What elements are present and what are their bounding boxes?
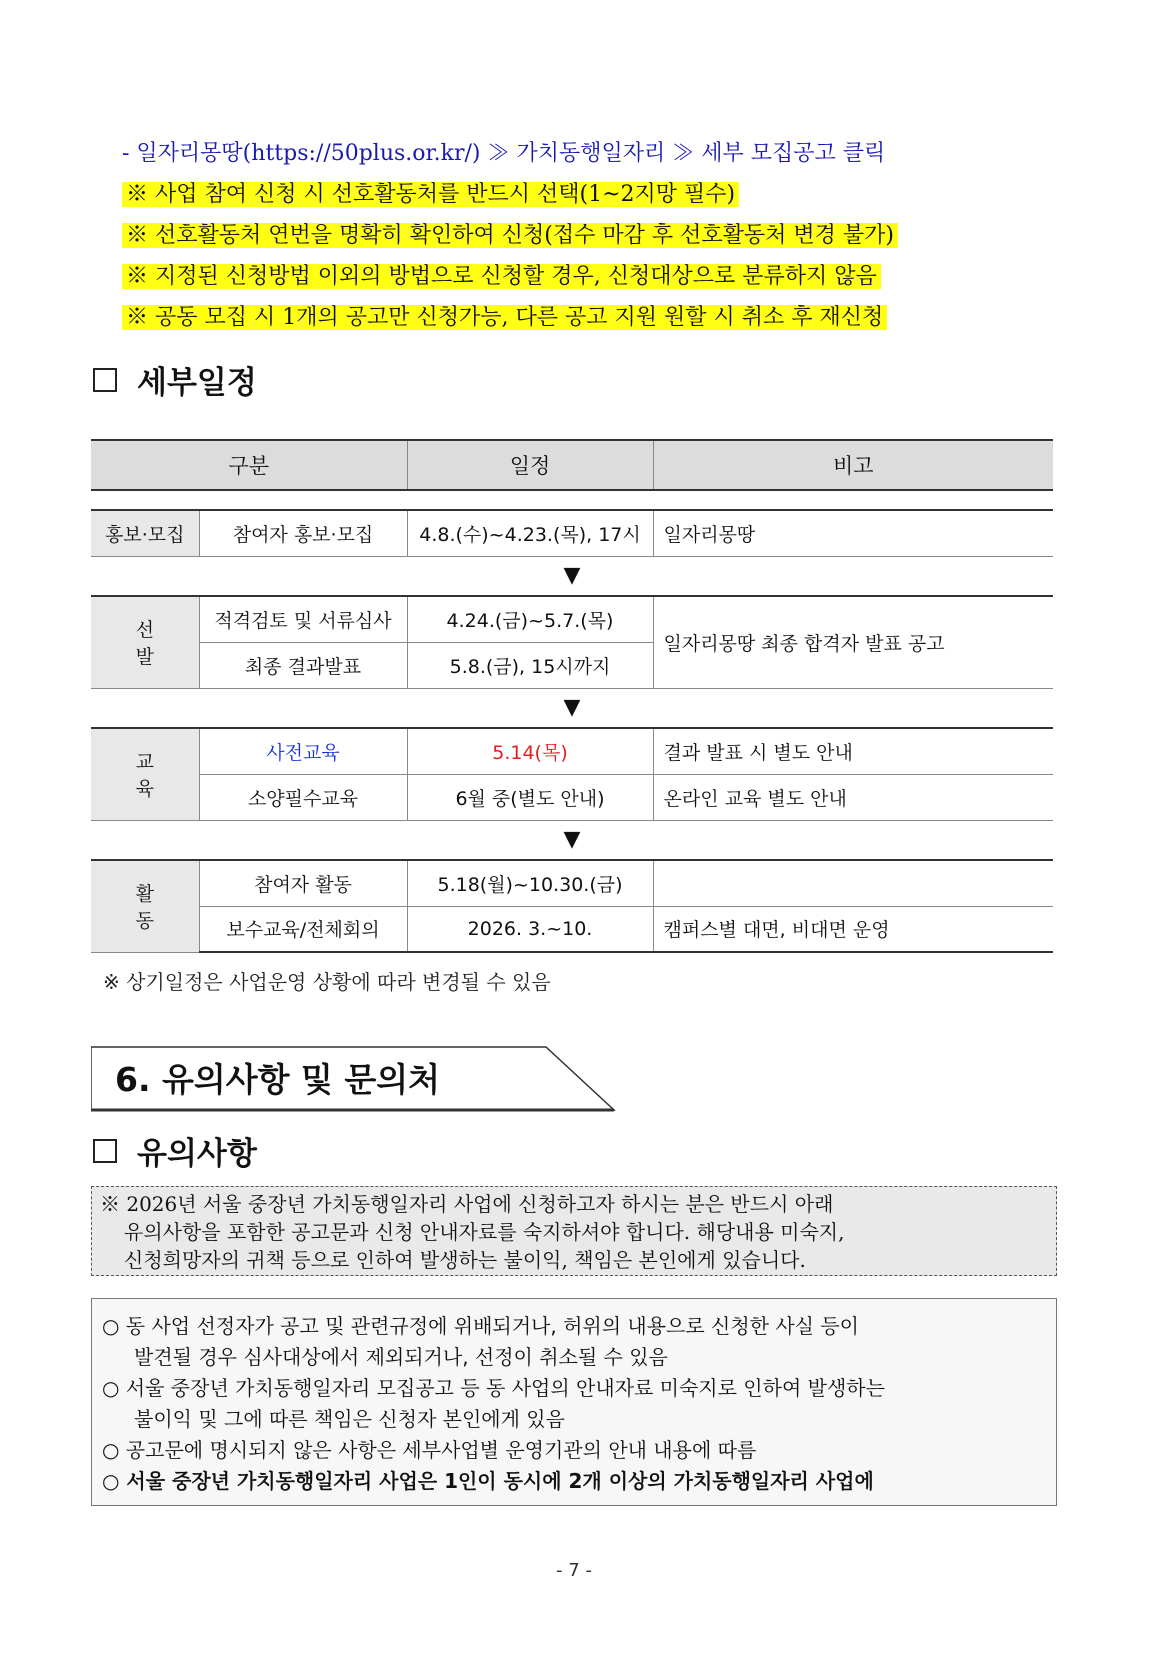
item-cell: 최종 결과발표: [199, 642, 407, 688]
date-cell: 2026. 3.~10.: [407, 906, 653, 952]
table-header-row: [91, 440, 1053, 490]
checkbox-square-icon: [93, 1139, 117, 1163]
schedule-heading: 세부일정: [93, 357, 257, 402]
caution-item: ○ 공고문에 명시되지 않은 사항은 세부사업별 운영기관의 안내 내용에 따름: [102, 1438, 757, 1462]
schedule-footnote: ※ 상기일정은 사업운영 상황에 따라 변경될 수 있음: [103, 970, 551, 994]
down-arrow-icon: ▼: [563, 827, 581, 853]
item-cell: 참여자 홍보·모집: [199, 510, 407, 556]
arrow-row: [91, 688, 1053, 728]
item-cell: 소양필수교육: [199, 774, 407, 820]
schedule-table: [91, 439, 1053, 953]
item-cell: 사전교육: [199, 728, 407, 774]
header-category: 구분: [91, 440, 407, 490]
notice-line: 신청희망자의 귀책 등으로 인하여 발생하는 불이익, 책임은 본인에게 있습니다.: [124, 1248, 806, 1272]
category-cell: 선발: [91, 596, 199, 688]
table-row: [91, 860, 1053, 906]
application-link-line[interactable]: - 일자리몽땅(https://50plus.or.kr/) ≫ 가치동행일자리 ≫ 세부 모집공고 클릭: [122, 141, 886, 166]
intro-block: [122, 133, 1082, 338]
checkbox-square-icon: [93, 368, 117, 392]
item-cell: 참여자 활동: [199, 860, 407, 906]
caution-item-continued: 발견될 경우 심사대상에서 제외되거나, 선정이 취소될 수 있음: [134, 1345, 668, 1369]
table-row: [91, 774, 1053, 820]
down-arrow-icon: ▼: [563, 563, 581, 589]
cautions-heading: 유의사항: [93, 1128, 257, 1173]
table-row: [91, 906, 1053, 952]
date-cell: 5.14(목): [407, 728, 653, 774]
intro-note-4: ※ 공동 모집 시 1개의 공고만 신청가능, 다른 공고 지원 원할 시 취소 후 재신청: [122, 297, 1082, 338]
note-cell: 캠퍼스별 대면, 비대면 운영: [653, 906, 1053, 952]
item-cell: 적격검토 및 서류심사: [199, 596, 407, 642]
table-row: [91, 728, 1053, 774]
note-cell: 온라인 교육 별도 안내: [653, 774, 1053, 820]
category-cell: 교육: [91, 728, 199, 820]
caution-item: ○ 동 사업 선정자가 공고 및 관련규정에 위배되거나, 허위의 내용으로 신청한 사실 등이: [102, 1314, 859, 1338]
cautions-box: [91, 1298, 1057, 1506]
intro-note-3: ※ 지정된 신청방법 이외의 방법으로 신청할 경우, 신청대상으로 분류하지 않음: [122, 256, 1082, 297]
arrow-row: [91, 556, 1053, 596]
note-cell: 일자리몽땅 최종 합격자 발표 공고: [653, 596, 1053, 688]
table-row: [91, 510, 1053, 556]
notice-box: [91, 1186, 1057, 1276]
caution-item-continued: 불이익 및 그에 따른 책임은 신청자 본인에게 있음: [134, 1407, 565, 1431]
date-cell: 4.8.(수)~4.23.(목), 17시: [407, 510, 653, 556]
date-cell: 6월 중(별도 안내): [407, 774, 653, 820]
section-6-title: 6. 유의사항 및 문의처: [115, 1060, 440, 1099]
note-cell: [653, 860, 1053, 906]
table-gap: [91, 490, 1053, 510]
notice-line: 유의사항을 포함한 공고문과 신청 안내자료를 숙지하셔야 합니다. 해당내용 미숙지,: [124, 1220, 845, 1244]
section-6-title-box: [91, 1046, 616, 1112]
notice-line: ※ 2026년 서울 중장년 가치동행일자리 사업에 신청하고자 하시는 분은 반드시 아래: [100, 1192, 834, 1216]
header-date: 일정: [407, 440, 653, 490]
intro-note-1: ※ 사업 참여 신청 시 선호활동처를 반드시 선택(1~2지망 필수): [122, 174, 1082, 215]
item-cell: 보수교육/전체회의: [199, 906, 407, 952]
page-number: - 7 -: [556, 1560, 592, 1581]
table-row: [91, 596, 1053, 642]
note-cell: 결과 발표 시 별도 안내: [653, 728, 1053, 774]
caution-item: ○ 서울 중장년 가치동행일자리 모집공고 등 동 사업의 안내자료 미숙지로 인하여 발생하는: [102, 1376, 885, 1400]
arrow-row: [91, 820, 1053, 860]
date-cell: 4.24.(금)~5.7.(목): [407, 596, 653, 642]
header-note: 비고: [653, 440, 1053, 490]
caution-item: ○ 서울 중장년 가치동행일자리 사업은 1인이 동시에 2개 이상의 가치동행일자리 사업에: [102, 1469, 874, 1493]
category-cell: 활동: [91, 860, 199, 952]
down-arrow-icon: ▼: [563, 695, 581, 721]
note-cell: 일자리몽땅: [653, 510, 1053, 556]
date-cell: 5.18(월)~10.30.(금): [407, 860, 653, 906]
category-cell: 홍보·모집: [91, 510, 199, 556]
intro-note-2: ※ 선호활동처 연번을 명확히 확인하여 신청(접수 마감 후 선호활동처 변경 불가): [122, 215, 1082, 256]
date-cell: 5.8.(금), 15시까지: [407, 642, 653, 688]
